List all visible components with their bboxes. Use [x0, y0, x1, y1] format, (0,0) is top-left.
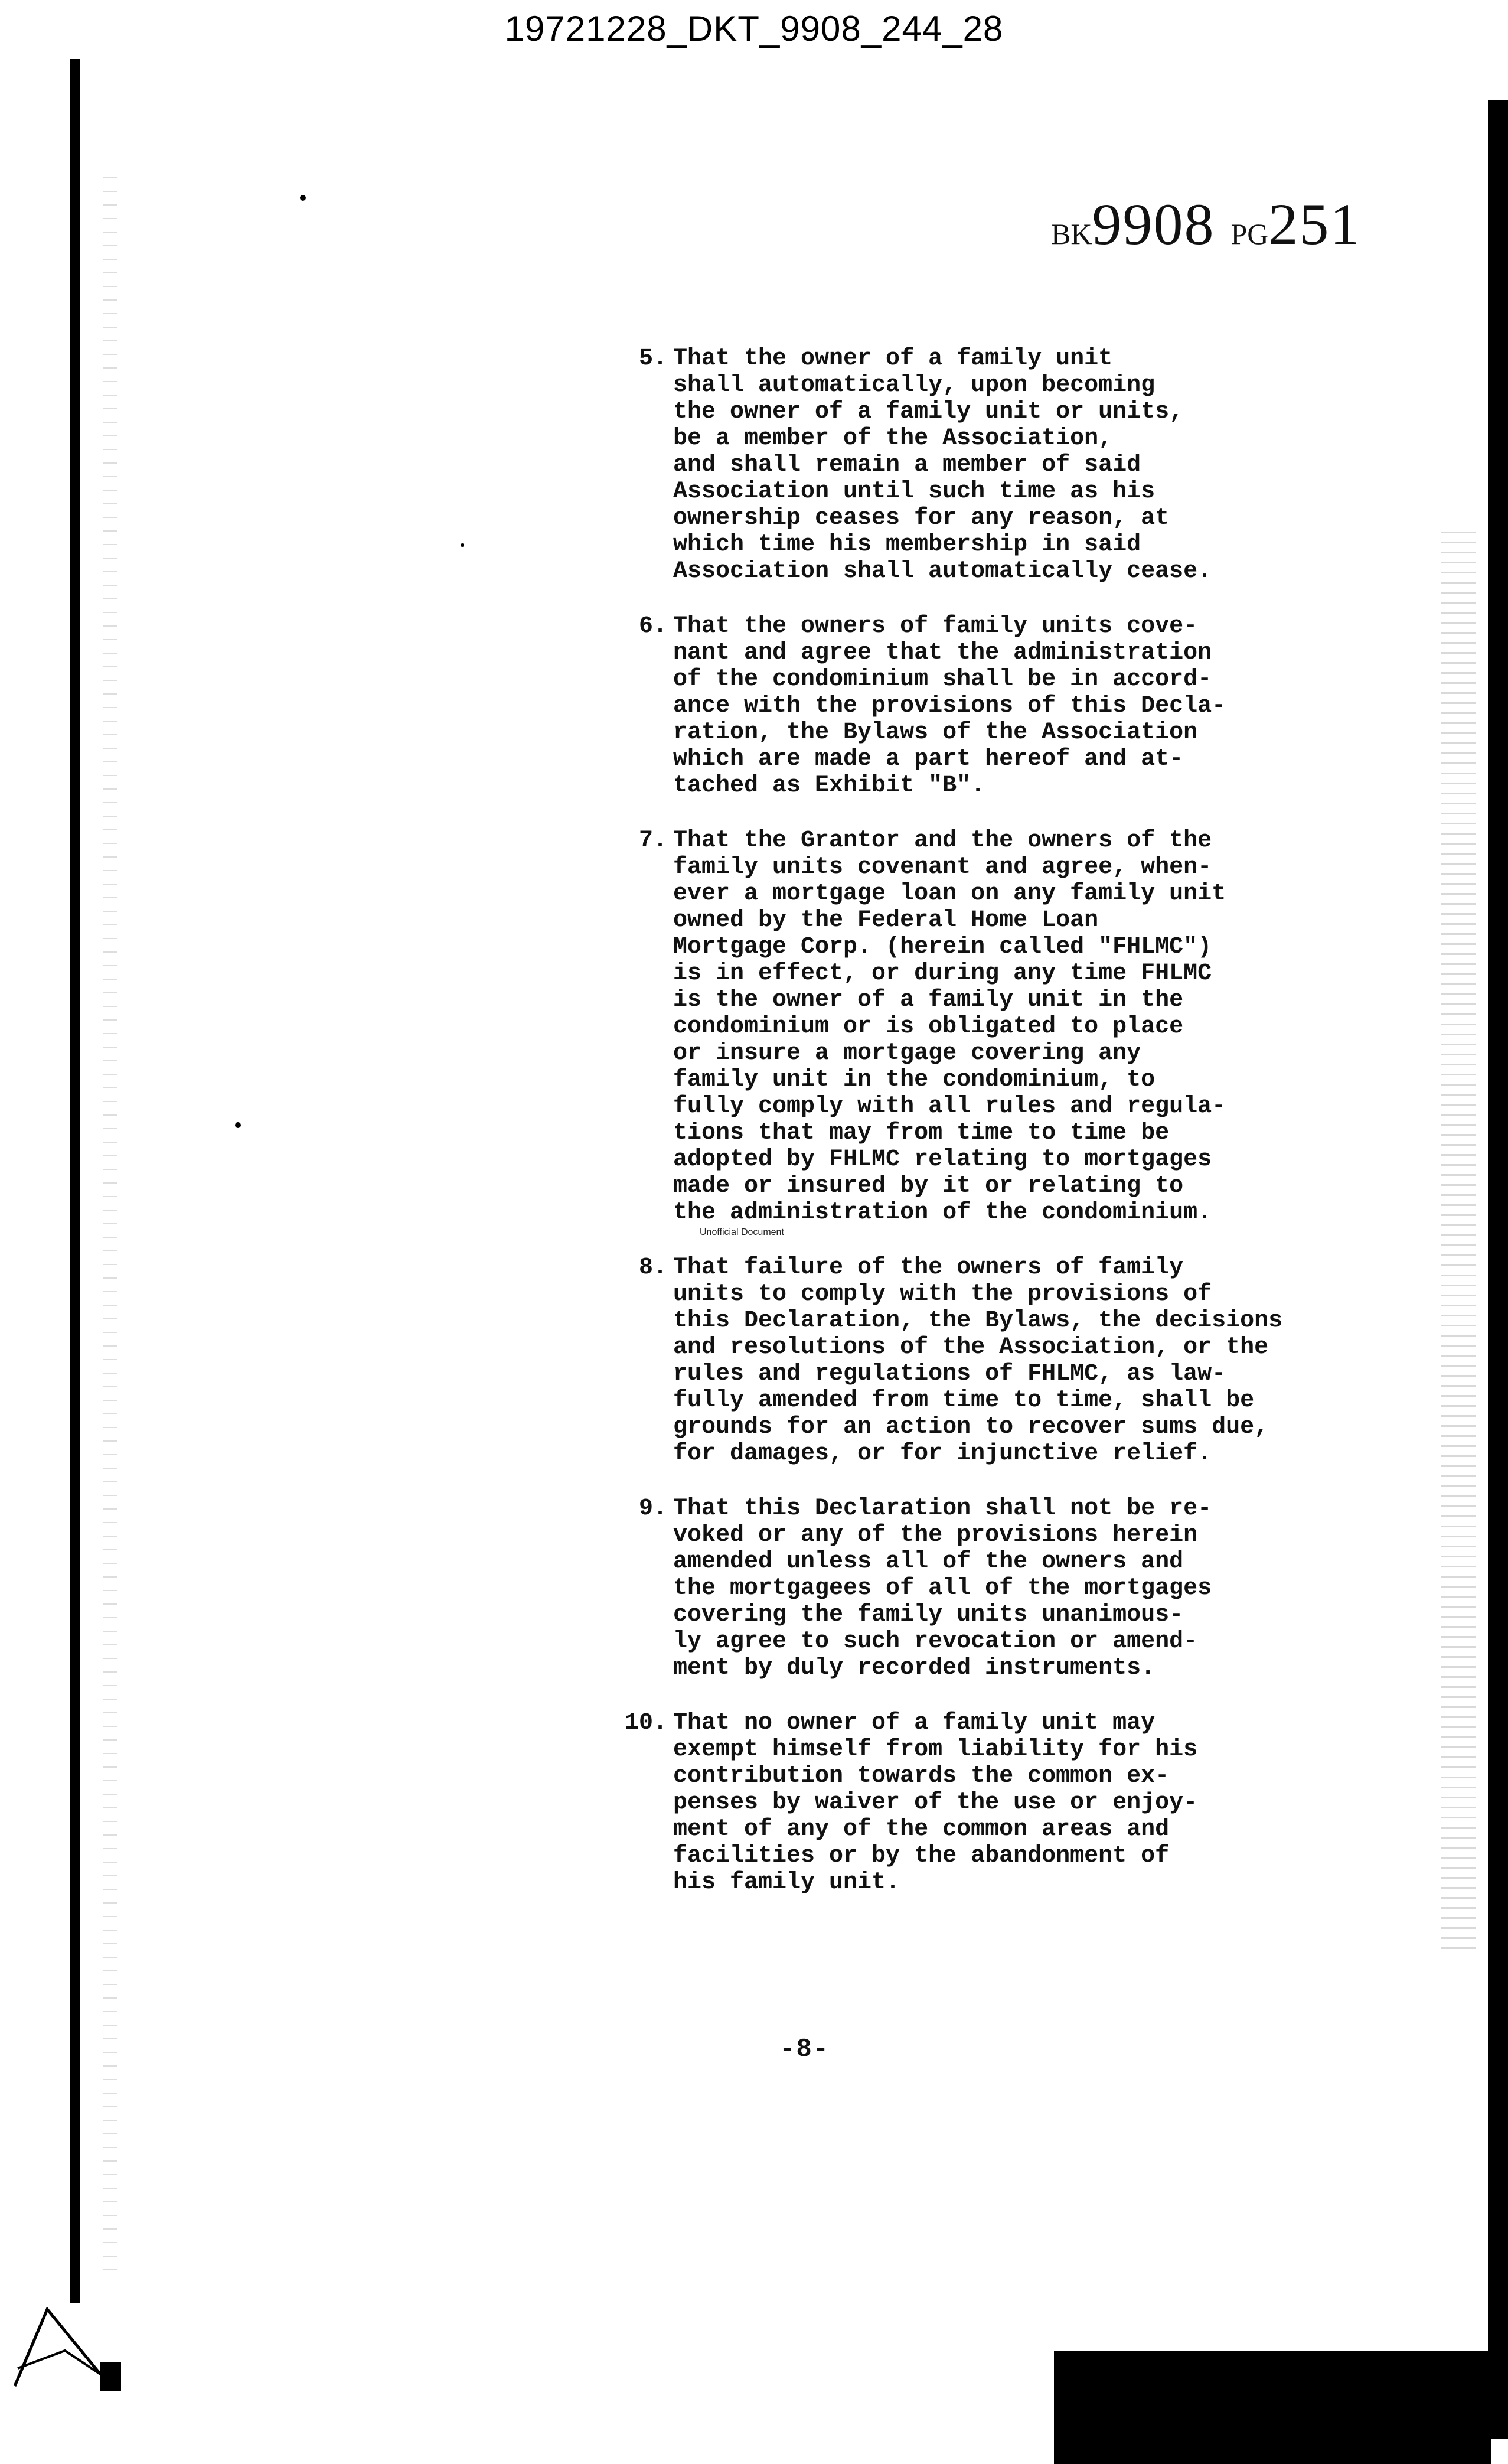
text-line: this Declaration, the Bylaws, the decisions [673, 1308, 1283, 1334]
text-line: is the owner of a family unit in the [673, 987, 1184, 1013]
page-ref-number: 251 [1268, 191, 1361, 257]
text-line: ever a mortgage loan on any family unit [673, 881, 1226, 907]
text-line: That no owner of a family unit may [673, 1710, 1156, 1736]
paragraph-9 [590, 1495, 1370, 1681]
text-line: the administration of the condominium. [673, 1200, 1212, 1226]
text-line: owned by the Federal Home Loan [673, 907, 1099, 934]
text-line: made or insured by it or relating to [673, 1173, 1184, 1200]
paragraph-number: 9. [638, 1495, 667, 1522]
text-line: be a member of the Association, [673, 425, 1113, 452]
paragraph-number: 10. [624, 1710, 667, 1736]
text-line: his family unit. [673, 1869, 900, 1896]
paragraph-6 [590, 613, 1370, 799]
text-line: covering the family units unanimous- [673, 1602, 1184, 1628]
text-line: family unit in the condominium, to [673, 1067, 1156, 1093]
paragraph-5 [590, 346, 1370, 585]
text-line: That the owners of family units cove- [673, 613, 1198, 640]
document-id-header: 19721228_DKT_9908_244_28 [504, 9, 1004, 48]
text-line: That the Grantor and the owners of the [673, 827, 1212, 854]
page-number: -8- [779, 2035, 830, 2064]
text-line: ment of any of the common areas and [673, 1816, 1170, 1843]
text-line: Association until such time as his [673, 478, 1156, 505]
paragraph-7 [590, 827, 1370, 1226]
text-line: or insure a mortgage covering any [673, 1040, 1141, 1067]
text-line: rules and regulations of FHLMC, as law- [673, 1361, 1226, 1387]
text-line: shall automatically, upon becoming [673, 372, 1156, 399]
paragraph-8 [590, 1254, 1370, 1467]
text-line: tached as Exhibit "B". [673, 773, 985, 799]
paragraph-number: 5. [638, 346, 667, 372]
scan-dot [235, 1122, 241, 1128]
scan-dot [461, 543, 464, 547]
text-line: That this Declaration shall not be re- [673, 1495, 1212, 1522]
text-line: the owner of a family unit or units, [673, 399, 1184, 425]
text-line: ration, the Bylaws of the Association [673, 719, 1198, 746]
text-line: adopted by FHLMC relating to mortgages [673, 1146, 1212, 1173]
text-line: Mortgage Corp. (herein called "FHLMC") [673, 934, 1212, 960]
book-page-reference [1051, 191, 1361, 263]
text-line: the mortgagees of all of the mortgages [673, 1575, 1212, 1602]
text-line: tions that may from time to time be [673, 1120, 1170, 1146]
document-body [590, 346, 1370, 1924]
text-line: which time his membership in said [673, 532, 1141, 558]
book-prefix: BK [1051, 217, 1092, 250]
text-line: of the condominium shall be in accord- [673, 666, 1212, 693]
unofficial-document-stamp: Unofficial Document [700, 1227, 784, 1237]
text-line: ly agree to such revocation or amend- [673, 1628, 1198, 1655]
text-line: grounds for an action to recover sums due, [673, 1414, 1269, 1440]
paragraph-number: 6. [638, 613, 667, 640]
text-line: which are made a part hereof and at- [673, 746, 1184, 773]
text-line: Association shall automatically cease. [673, 558, 1212, 585]
text-line: voked or any of the provisions herein [673, 1522, 1198, 1549]
scan-corner-artifact [12, 2303, 124, 2392]
scan-border-right [1488, 100, 1508, 2439]
text-line: contribution towards the common ex- [673, 1763, 1170, 1790]
scan-border-left [70, 59, 80, 2303]
book-number: 9908 [1092, 191, 1215, 257]
paragraph-number: 8. [638, 1254, 667, 1281]
text-line: ownership ceases for any reason, at [673, 505, 1170, 532]
paragraph-number: 7. [638, 827, 667, 854]
text-line: amended unless all of the owners and [673, 1549, 1184, 1575]
text-line: ance with the provisions of this Decla- [673, 693, 1226, 719]
paragraph-10 [590, 1710, 1370, 1896]
text-line: ment by duly recorded instruments. [673, 1655, 1156, 1681]
text-line: That the owner of a family unit [673, 346, 1113, 372]
text-line: fully comply with all rules and regula- [673, 1093, 1226, 1120]
scan-speckle-right [1441, 532, 1476, 1949]
text-line: and shall remain a member of said [673, 452, 1141, 478]
text-line: exempt himself from liability for his [673, 1736, 1198, 1763]
text-line: fully amended from time to time, shall be [673, 1387, 1255, 1414]
scan-bottom-block [1054, 2351, 1491, 2464]
text-line: That failure of the owners of family [673, 1254, 1184, 1281]
scan-speckle-left [103, 177, 117, 2274]
text-line: facilities or by the abandonment of [673, 1843, 1170, 1869]
text-line: is in effect, or during any time FHLMC [673, 960, 1212, 987]
page-prefix: PG [1230, 217, 1269, 250]
text-line: condominium or is obligated to place [673, 1013, 1184, 1040]
text-line: units to comply with the provisions of [673, 1281, 1212, 1308]
text-line: penses by waiver of the use or enjoy- [673, 1790, 1198, 1816]
text-line: nant and agree that the administration [673, 640, 1212, 666]
text-line: family units covenant and agree, when- [673, 854, 1212, 881]
text-line: for damages, or for injunctive relief. [673, 1440, 1212, 1467]
text-line: and resolutions of the Association, or the [673, 1334, 1269, 1361]
scan-dot [300, 195, 306, 201]
